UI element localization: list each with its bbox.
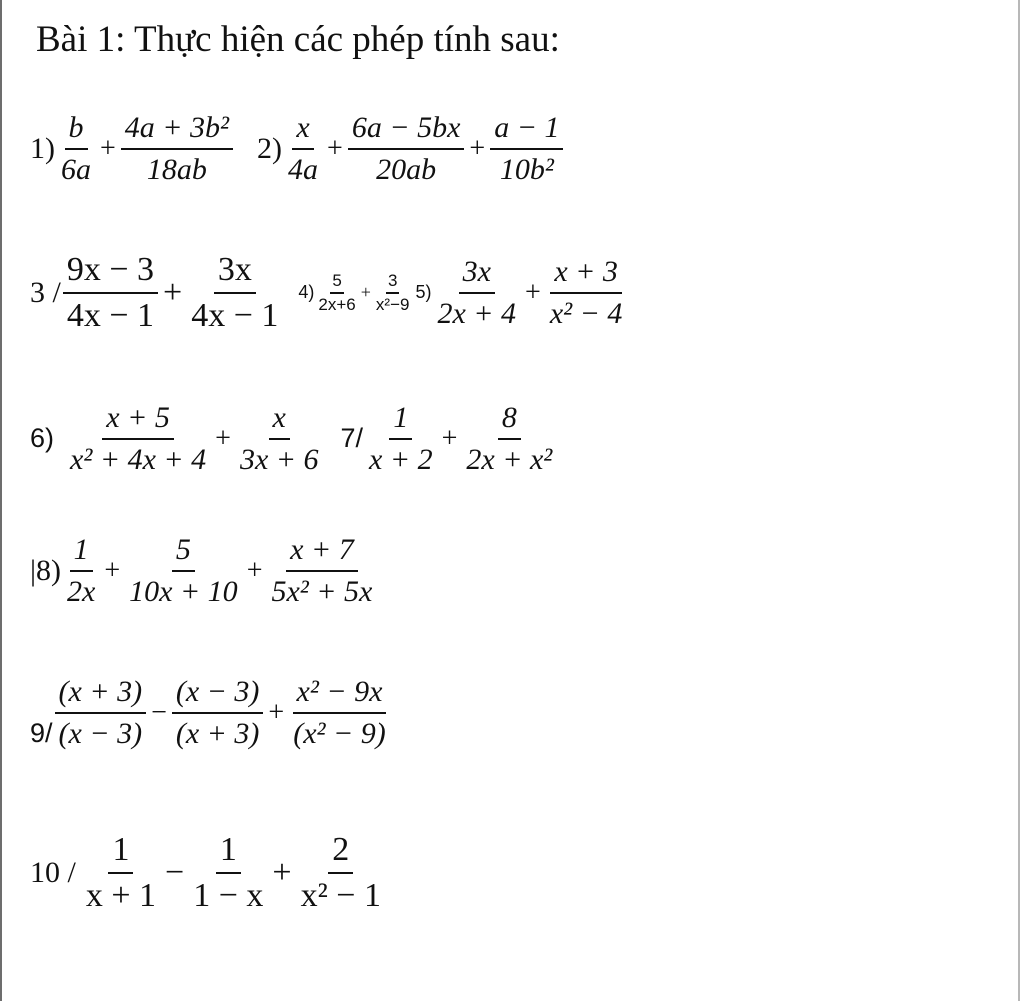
denominator: 3x + 6 bbox=[239, 442, 319, 476]
plus-sign: + bbox=[441, 422, 458, 454]
fraction bbox=[236, 402, 323, 475]
plus-sign: + bbox=[215, 422, 231, 454]
problem-label-5: 5) bbox=[415, 282, 432, 303]
denominator: x + 2 bbox=[369, 442, 433, 476]
denominator: x² − 1 bbox=[300, 876, 381, 914]
problem-label-6: 6) bbox=[30, 423, 55, 453]
denominator: 6a bbox=[61, 152, 91, 186]
problem-label-9: 9/ bbox=[30, 718, 53, 748]
problem-label-10: 10 / bbox=[30, 855, 76, 889]
problem-label-4: 4) bbox=[298, 282, 315, 303]
plus-sign: + bbox=[272, 853, 292, 891]
numerator: 5 bbox=[330, 272, 343, 294]
fraction bbox=[289, 676, 390, 749]
denominator: 2x+6 bbox=[318, 294, 356, 314]
problem-label-1: 1) bbox=[30, 131, 55, 165]
plus-sign: + bbox=[246, 554, 263, 586]
numerator: x + 3 bbox=[550, 256, 622, 294]
problem-label-3: 3 / bbox=[30, 275, 61, 309]
numerator: x² − 9x bbox=[293, 676, 387, 714]
denominator: x² + 4x + 4 bbox=[70, 442, 207, 476]
denominator: 4x − 1 bbox=[191, 296, 279, 334]
fraction bbox=[284, 112, 322, 185]
numerator: x + 7 bbox=[286, 534, 358, 572]
problem-row-5 bbox=[30, 676, 392, 749]
problem-9-expression bbox=[53, 676, 392, 749]
numerator: 3x bbox=[459, 256, 495, 294]
denominator: 4a bbox=[288, 152, 319, 186]
fraction bbox=[348, 112, 465, 185]
fraction bbox=[374, 272, 412, 314]
denominator: (x − 3) bbox=[58, 716, 143, 750]
numerator: 1 bbox=[389, 402, 412, 440]
fraction bbox=[63, 252, 158, 333]
fraction bbox=[57, 112, 95, 185]
numerator: 3x bbox=[214, 252, 256, 294]
problem-row-1 bbox=[30, 112, 565, 185]
exercise-title: Bài 1: Thực hiện các phép tính sau: bbox=[36, 19, 560, 60]
numerator: 2 bbox=[328, 832, 353, 874]
problem-label-8: |8) bbox=[30, 553, 61, 587]
fraction bbox=[297, 832, 385, 913]
numerator: 1 bbox=[216, 832, 241, 874]
problem-label-7: 7/ bbox=[340, 423, 364, 453]
fraction bbox=[66, 402, 210, 475]
numerator: 3 bbox=[386, 272, 399, 294]
problem-row-2 bbox=[30, 252, 628, 333]
problem-label-2: 2) bbox=[257, 131, 283, 165]
fraction bbox=[187, 252, 282, 333]
problem-row-6 bbox=[30, 832, 387, 913]
numerator: (x − 3) bbox=[172, 676, 264, 714]
fraction bbox=[172, 676, 264, 749]
denominator: 18ab bbox=[146, 152, 207, 186]
problem-row-4 bbox=[30, 534, 378, 607]
plus-sign: + bbox=[360, 282, 371, 303]
numerator: b bbox=[65, 112, 88, 150]
numerator: x bbox=[269, 402, 290, 440]
plus-sign: + bbox=[469, 132, 486, 164]
plus-sign: + bbox=[268, 696, 285, 728]
page-left-border bbox=[0, 0, 2, 1001]
numerator: 1 bbox=[108, 832, 133, 874]
denominator: 4x − 1 bbox=[66, 296, 155, 334]
numerator: (x + 3) bbox=[55, 676, 147, 714]
fraction bbox=[189, 832, 267, 913]
denominator: 5x² + 5x bbox=[271, 574, 373, 608]
fraction bbox=[55, 676, 147, 749]
plus-sign: + bbox=[525, 276, 541, 308]
fraction bbox=[121, 112, 233, 185]
fraction bbox=[365, 402, 437, 475]
plus-sign: + bbox=[163, 273, 183, 311]
numerator: 1 bbox=[70, 534, 93, 572]
denominator: 2x + x² bbox=[466, 442, 553, 476]
numerator: 5 bbox=[172, 534, 195, 572]
denominator: 1 − x bbox=[193, 876, 264, 914]
minus-sign: − bbox=[165, 853, 185, 891]
denominator: (x + 3) bbox=[175, 716, 260, 750]
fraction bbox=[125, 534, 242, 607]
fraction bbox=[433, 256, 520, 329]
minus-sign: − bbox=[151, 696, 167, 728]
plus-sign: + bbox=[100, 132, 116, 164]
fraction bbox=[490, 112, 563, 185]
denominator: 20ab bbox=[376, 152, 437, 186]
denominator: 10b² bbox=[499, 152, 554, 186]
numerator: 6a − 5bx bbox=[348, 112, 465, 150]
numerator: a − 1 bbox=[490, 112, 563, 150]
fraction bbox=[267, 534, 376, 607]
denominator: x² − 4 bbox=[549, 296, 623, 330]
denominator: 2x bbox=[67, 574, 96, 608]
plus-sign: + bbox=[104, 554, 121, 586]
numerator: 8 bbox=[498, 402, 521, 440]
page-right-border bbox=[1018, 0, 1020, 1001]
numerator: 4a + 3b² bbox=[121, 112, 233, 150]
fraction bbox=[82, 832, 160, 913]
fraction bbox=[546, 256, 627, 329]
numerator: x + 5 bbox=[102, 402, 174, 440]
denominator: (x² − 9) bbox=[293, 716, 386, 750]
denominator: x²−9 bbox=[375, 294, 410, 314]
denominator: x + 1 bbox=[85, 876, 157, 914]
fraction bbox=[316, 272, 357, 314]
fraction bbox=[462, 402, 556, 475]
problem-row-3 bbox=[30, 402, 558, 475]
numerator: 9x − 3 bbox=[63, 252, 158, 294]
denominator: 10x + 10 bbox=[129, 574, 238, 608]
fraction bbox=[63, 534, 99, 607]
numerator: x bbox=[292, 112, 313, 150]
denominator: 2x + 4 bbox=[437, 296, 517, 330]
plus-sign: + bbox=[327, 132, 343, 164]
